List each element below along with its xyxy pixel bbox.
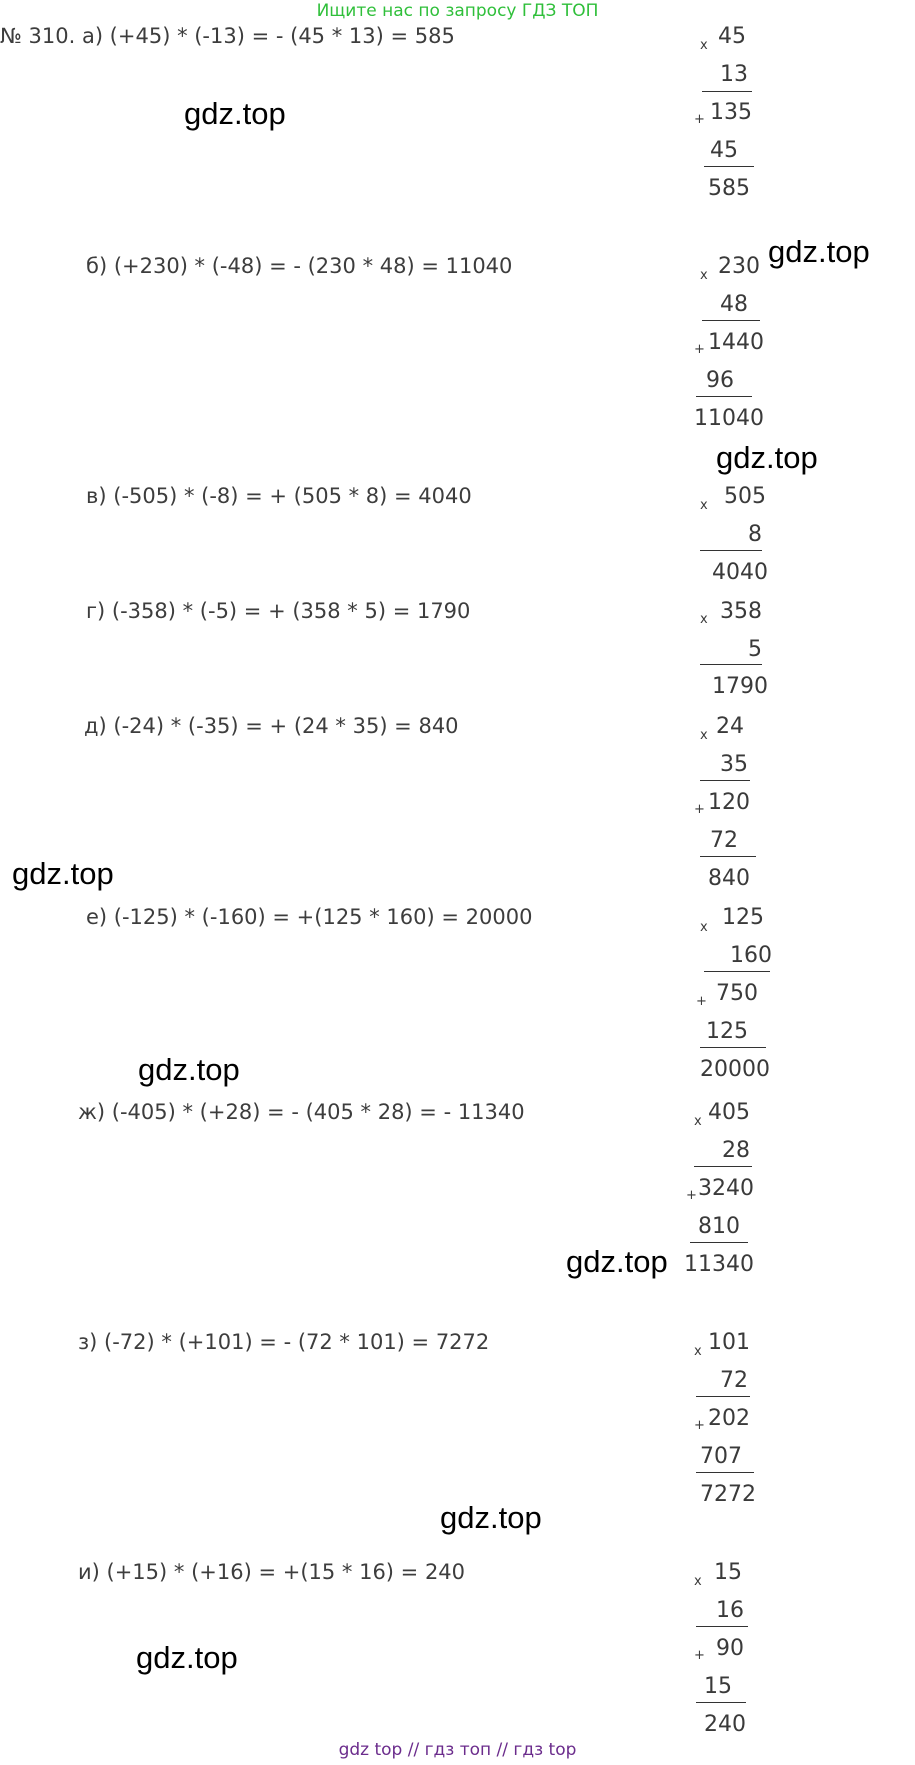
plus-sign: +: [694, 1648, 705, 1663]
column-multiplier: 28: [722, 1138, 750, 1163]
column-rule: [696, 1702, 746, 1703]
column-rule: [700, 1047, 766, 1048]
multiply-sign: x: [694, 1574, 702, 1589]
column-rule: [696, 1472, 754, 1473]
multiply-sign: x: [700, 920, 708, 935]
column-multiplier: 72: [720, 1368, 748, 1393]
multiply-sign: x: [694, 1344, 702, 1359]
column-multiplier: 35: [720, 752, 748, 777]
multiply-sign: x: [700, 612, 708, 627]
column-rule: [704, 166, 754, 167]
column-partial-1: 90: [716, 1636, 744, 1661]
column-result: 240: [704, 1712, 746, 1737]
column-result: 7272: [700, 1482, 756, 1507]
column-multiplier: 13: [720, 62, 748, 87]
multiply-sign: x: [700, 268, 708, 283]
plus-sign: +: [696, 994, 707, 1009]
column-partial-1: 750: [716, 981, 758, 1006]
column-partial-1: 3240: [698, 1176, 754, 1201]
column-rule: [702, 91, 752, 92]
watermark: gdz.top: [12, 856, 114, 891]
column-multiplier: 160: [730, 943, 772, 968]
column-partial-1: 202: [708, 1406, 750, 1431]
column-partial-2: 810: [698, 1214, 740, 1239]
search-banner[interactable]: Ищите нас по запросу ГДЗ ТОП: [316, 1, 599, 21]
column-multiplier: 5: [748, 637, 762, 662]
column-rule: [696, 1396, 750, 1397]
equation-i: и) (+15) * (+16) = +(15 * 16) = 240: [78, 1560, 466, 1584]
column-partial-2: 125: [706, 1019, 748, 1044]
multiply-sign: x: [694, 1114, 702, 1129]
equation-e: е) (-125) * (-160) = +(125 * 160) = 20000: [86, 905, 533, 929]
column-rule: [700, 856, 756, 857]
column-multiplicand: 24: [716, 714, 744, 739]
column-multiplicand: 358: [720, 599, 762, 624]
watermark: gdz.top: [566, 1244, 668, 1279]
column-rule: [696, 1626, 748, 1627]
column-multiplicand: 101: [708, 1330, 750, 1355]
column-result: 4040: [712, 560, 768, 585]
watermark: gdz.top: [440, 1500, 542, 1535]
column-partial-1: 1440: [708, 330, 764, 355]
equation-z: з) (-72) * (+101) = - (72 * 101) = 7272: [78, 1330, 490, 1354]
column-partial-1: 120: [708, 790, 750, 815]
column-multiplicand: 125: [722, 905, 764, 930]
column-rule: [700, 780, 750, 781]
column-multiplier: 48: [720, 292, 748, 317]
plus-sign: +: [694, 342, 705, 357]
column-multiplier: 8: [748, 522, 762, 547]
plus-sign: +: [694, 802, 705, 817]
multiply-sign: x: [700, 728, 708, 743]
column-multiplicand: 505: [724, 484, 766, 509]
column-result: 11040: [694, 406, 764, 431]
equation-g: г) (-358) * (-5) = + (358 * 5) = 1790: [86, 599, 471, 623]
footer-links[interactable]: gdz top // гдз топ // гдз top: [338, 1740, 577, 1760]
column-partial-1: 135: [710, 100, 752, 125]
watermark: gdz.top: [184, 96, 286, 131]
watermark: gdz.top: [716, 440, 818, 475]
column-partial-2: 45: [710, 138, 738, 163]
watermark: gdz.top: [138, 1052, 240, 1087]
column-multiplicand: 230: [718, 254, 760, 279]
multiply-sign: x: [700, 498, 708, 513]
column-result: 20000: [700, 1057, 770, 1082]
column-rule: [690, 1242, 748, 1243]
column-multiplicand: 15: [714, 1560, 742, 1585]
column-multiplicand: 405: [708, 1100, 750, 1125]
column-multiplier: 16: [716, 1598, 744, 1623]
plus-sign: +: [694, 1418, 705, 1433]
column-rule: [700, 664, 762, 665]
plus-sign: +: [694, 112, 705, 127]
equation-zh: ж) (-405) * (+28) = - (405 * 28) = - 11340: [78, 1100, 525, 1124]
equation-a: № 310. а) (+45) * (-13) = - (45 * 13) = 585: [0, 24, 455, 48]
multiply-sign: x: [700, 38, 708, 53]
plus-sign: +: [686, 1188, 697, 1203]
column-result: 1790: [712, 674, 768, 699]
column-rule: [696, 396, 752, 397]
column-partial-2: 96: [706, 368, 734, 393]
column-rule: [702, 320, 760, 321]
equation-d: д) (-24) * (-35) = + (24 * 35) = 840: [84, 714, 459, 738]
column-partial-2: 72: [710, 828, 738, 853]
column-partial-2: 707: [700, 1444, 742, 1469]
watermark: gdz.top: [768, 234, 870, 269]
column-rule: [694, 1166, 752, 1167]
equation-b: б) (+230) * (-48) = - (230 * 48) = 11040: [86, 254, 513, 278]
column-rule: [700, 550, 762, 551]
watermark: gdz.top: [136, 1640, 238, 1675]
column-result: 585: [708, 176, 750, 201]
column-rule: [704, 971, 770, 972]
column-partial-2: 15: [704, 1674, 732, 1699]
column-result: 840: [708, 866, 750, 891]
column-multiplicand: 45: [718, 24, 746, 49]
equation-v: в) (-505) * (-8) = + (505 * 8) = 4040: [86, 484, 472, 508]
column-result: 11340: [684, 1252, 754, 1277]
